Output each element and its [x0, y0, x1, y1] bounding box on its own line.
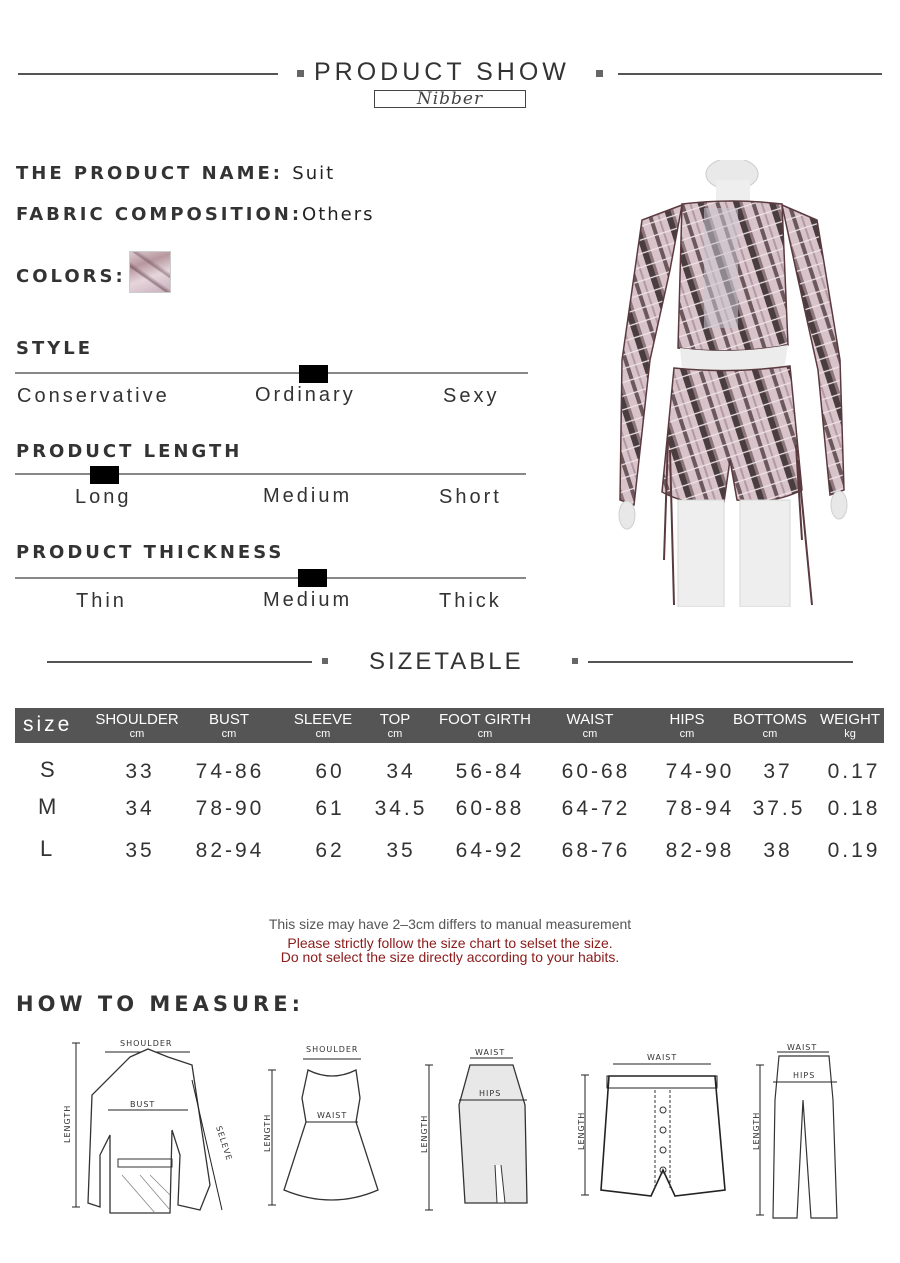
col-header-waist: WAIST cm — [566, 711, 614, 740]
fabric-row — [16, 204, 375, 225]
color-swatch[interactable] — [129, 251, 171, 293]
fabric-value: Others — [302, 204, 375, 225]
table-cell: 82-94 — [195, 839, 265, 862]
style-title: STYLE — [16, 338, 94, 359]
length-option-short: Short — [439, 486, 502, 508]
label-shoulder: SHOULDER — [306, 1045, 359, 1054]
col-header-shoulder: SHOULDER cm — [95, 711, 179, 740]
table-cell: 78-94 — [665, 797, 735, 820]
style-option-sexy: Sexy — [443, 385, 500, 407]
header-square-left — [297, 70, 304, 77]
table-cell: 78-90 — [195, 797, 265, 820]
style-option-conservative: Conservative — [17, 385, 170, 407]
table-cell: 35 — [386, 839, 416, 862]
sizetable-square-right — [572, 658, 578, 664]
page-title: PRODUCT SHOW — [314, 58, 570, 86]
style-marker — [299, 365, 328, 383]
thickness-title: PRODUCT THICKNESS — [16, 542, 285, 563]
label-bust: BUST — [130, 1100, 156, 1109]
measure-diagram-jacket — [60, 1035, 240, 1220]
label-hips: HIPS — [793, 1071, 816, 1080]
label-waist: WAIST — [647, 1053, 678, 1062]
table-cell: 37 — [763, 760, 793, 783]
table-cell: 82-98 — [665, 839, 735, 862]
thickness-option-thin: Thin — [76, 590, 127, 612]
thickness-marker — [298, 569, 327, 587]
table-cell: 61 — [315, 797, 345, 820]
sizetable-rule-left — [47, 661, 312, 663]
table-cell: 64-92 — [455, 839, 525, 862]
table-cell: 62 — [315, 839, 345, 862]
fabric-label: FABRIC COMPOSITION: — [16, 204, 303, 225]
label-waist: WAIST — [787, 1043, 818, 1052]
thickness-scale-line — [15, 577, 526, 579]
label-waist: WAIST — [475, 1048, 506, 1057]
sizetable-title: SIZETABLE — [369, 648, 524, 675]
col-header-hips: HIPS cm — [669, 711, 705, 740]
col-header-foot-girth: FOOT GIRTH cm — [439, 711, 531, 740]
length-option-medium: Medium — [263, 485, 353, 507]
header-rule-left — [18, 73, 278, 75]
label-length: LENGTH — [577, 1111, 586, 1150]
thickness-option-medium: Medium — [263, 589, 353, 611]
table-cell: 34 — [386, 760, 416, 783]
col-header-top: TOP cm — [379, 711, 411, 740]
measure-diagram-shorts — [575, 1050, 735, 1210]
measure-diagram-skirt — [415, 1045, 535, 1215]
table-cell: 60-88 — [455, 797, 525, 820]
size-label: M — [38, 794, 57, 819]
length-option-long: Long — [75, 486, 132, 508]
table-cell: 60 — [315, 760, 345, 783]
product-image — [612, 160, 874, 607]
label-shoulder: SHOULDER — [120, 1039, 173, 1048]
brand-label: Nibber — [374, 90, 526, 108]
table-cell: 74-86 — [195, 760, 265, 783]
length-marker — [90, 466, 119, 484]
measure-diagram-dress — [260, 1040, 395, 1210]
style-scale-line — [15, 372, 528, 374]
table-cell: 33 — [125, 760, 155, 783]
label-length: LENGTH — [63, 1104, 72, 1143]
table-cell: 0.17 — [827, 760, 881, 783]
col-header-bottoms: BOTTOMS cm — [733, 711, 807, 740]
how-to-measure-title: HOW TO MEASURE: — [16, 992, 304, 1016]
colors-label: COLORS: — [16, 266, 126, 287]
table-cell: 0.19 — [827, 839, 881, 862]
label-hips: HIPS — [479, 1089, 502, 1098]
note-measurement: This size may have 2–3cm differs to manual measurement — [268, 916, 632, 932]
product-name-row — [16, 163, 335, 184]
table-cell: 56-84 — [455, 760, 525, 783]
sizetable-square-left — [322, 658, 328, 664]
table-cell: 64-72 — [561, 797, 631, 820]
sizetable-rule-right — [588, 661, 853, 663]
length-title: PRODUCT LENGTH — [16, 441, 243, 462]
table-cell: 37.5 — [752, 797, 806, 820]
style-option-ordinary: Ordinary — [255, 384, 356, 406]
measure-diagram-pants — [745, 1040, 855, 1220]
product-name-label: THE PRODUCT NAME: — [16, 163, 283, 184]
size-table-header — [15, 708, 884, 743]
table-cell: 38 — [763, 839, 793, 862]
thickness-option-thick: Thick — [439, 590, 502, 612]
col-header-weight: WEIGHT kg — [820, 711, 880, 740]
header-square-right — [596, 70, 603, 77]
table-cell: 35 — [125, 839, 155, 862]
table-cell: 34 — [125, 797, 155, 820]
label-length: LENGTH — [752, 1111, 761, 1150]
size-label: L — [40, 836, 53, 861]
size-label: S — [40, 757, 55, 782]
col-header-bust: BUST cm — [208, 711, 249, 740]
col-header-sleeve: SLEEVE cm — [293, 711, 353, 740]
label-length: LENGTH — [420, 1114, 429, 1153]
label-waist: WAIST — [317, 1111, 348, 1120]
table-cell: 0.18 — [827, 797, 881, 820]
note-follow-chart: Please strictly follow the size chart to selset the size. — [287, 935, 613, 951]
table-cell: 74-90 — [665, 760, 735, 783]
note-habits: Do not select the size directly according to your habits. — [280, 949, 620, 965]
table-cell: 68-76 — [561, 839, 631, 862]
product-name-value: Suit — [292, 163, 336, 184]
label-sleeve: SELEVE — [214, 1124, 234, 1163]
header-rule-right — [618, 73, 882, 75]
size-column-header: size — [23, 713, 73, 736]
table-cell: 60-68 — [561, 760, 631, 783]
label-length: LENGTH — [263, 1113, 272, 1152]
table-cell: 34.5 — [374, 797, 428, 820]
